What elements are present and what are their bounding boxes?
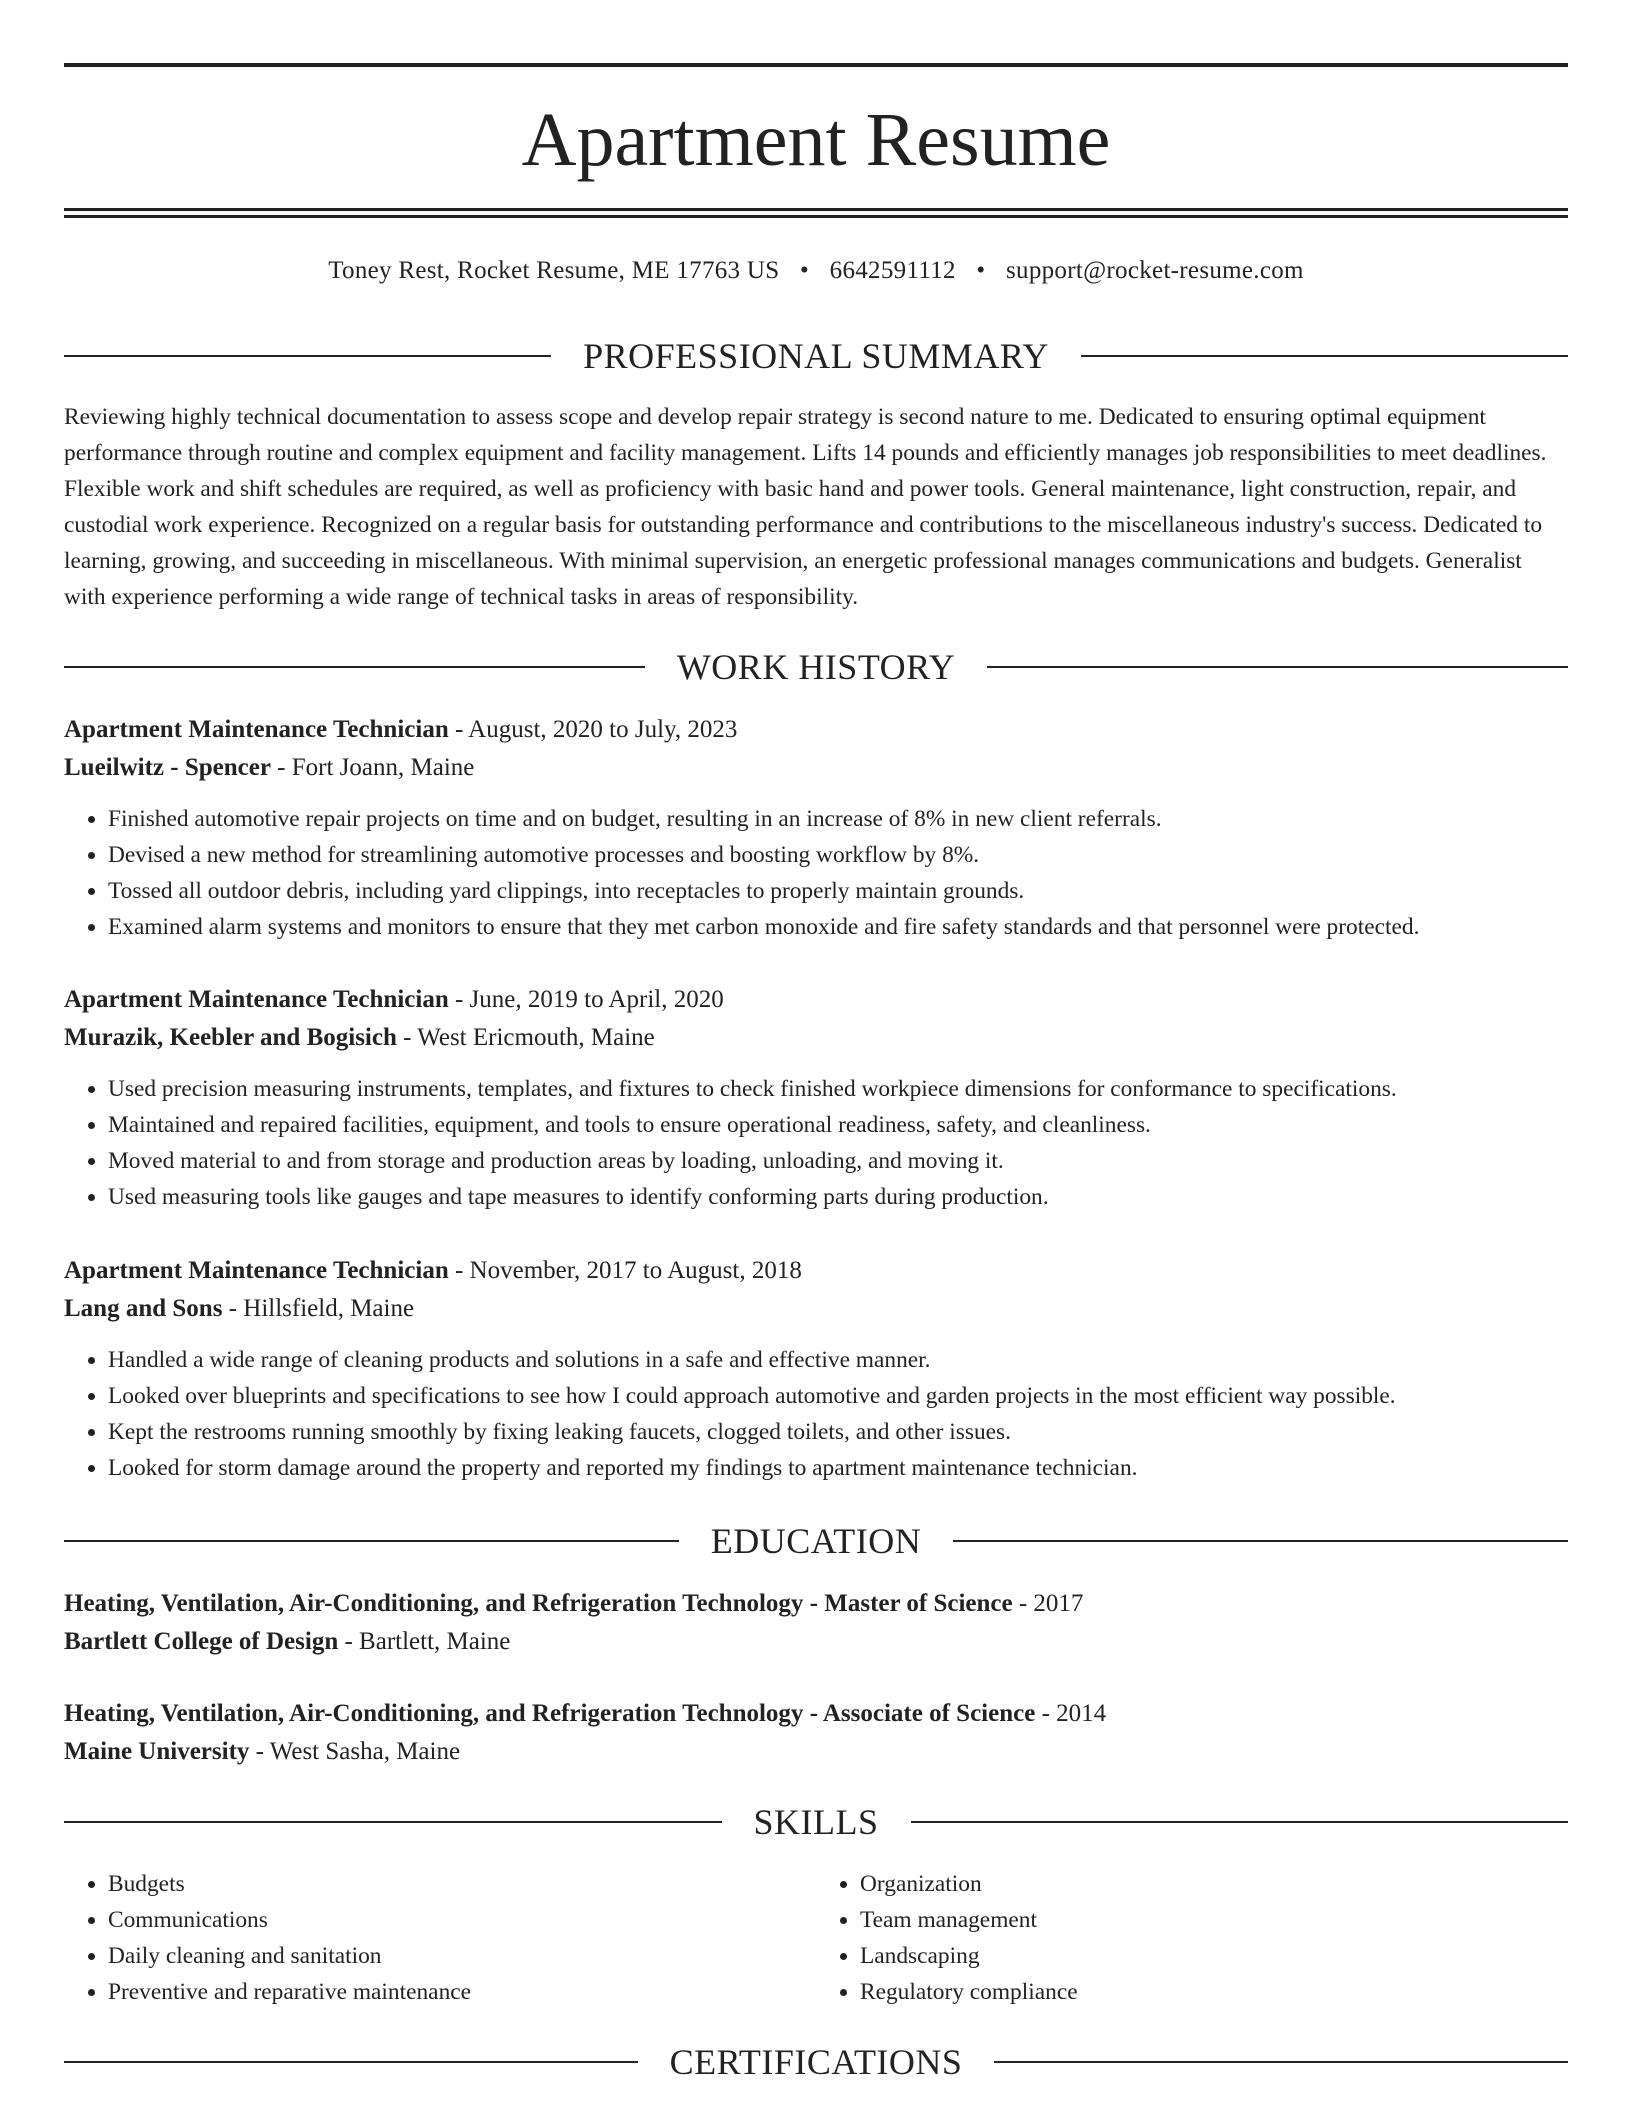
section-title: WORK HISTORY [676,647,956,687]
divider [64,1540,679,1542]
education-entry [64,1585,1568,1661]
list-item: • Examined alarm systems and monitors to ensure that they met carbon monoxide and fire safety standards and that personnel were protected. [108,909,1568,945]
section-heading-education [64,1517,1568,1565]
divider [911,1821,1569,1823]
list-item: • Tossed all outdoor debris, including yard clippings, into receptacles to properly maintain grounds. [108,873,1568,909]
skill-item: • Organization [860,1866,1568,1902]
section-title: EDUCATION [710,1521,922,1561]
skills-list [64,1866,1568,2010]
job-title-line [64,711,1568,749]
title-double-rule [64,208,1568,218]
list-item: • Finished automotive repair projects on time and on budget, resulting in an increase of 8% in new client referrals. [108,801,1568,837]
skill-item: • Preventive and reparative maintenance [108,1974,816,2010]
section-title: SKILLS [753,1802,879,1842]
list-item: • Looked for storm damage around the property and reported my findings to apartment maintenance technician. [108,1450,1568,1486]
skills-column-right [816,1866,1568,2010]
job-entry [64,1252,1568,1486]
contact-address: Toney Rest, Rocket Resume, ME 17763 US [328,257,780,284]
education-degree-line [64,1695,1568,1733]
list-item: • Handled a wide range of cleaning products and solutions in a safe and effective manner. [108,1342,1568,1378]
job-company: Lang and Sons [64,1295,223,1322]
list-item: • Used precision measuring instruments, templates, and fixtures to check finished workpiece dimensions for conformance to specifications. [108,1071,1568,1107]
section-heading-work [64,643,1568,691]
job-dates: - November, 2017 to August, 2018 [448,1257,802,1284]
contact-separator: • [976,257,986,284]
job-title-line [64,981,1568,1019]
skill-item: • Team management [860,1902,1568,1938]
contact-email: support@rocket-resume.com [1006,257,1304,284]
section-heading-summary [64,332,1568,380]
job-dates: - August, 2020 to July, 2023 [448,716,738,743]
job-bullets [64,801,1568,945]
job-title: Apartment Maintenance Technician [64,716,449,743]
contact-line [64,253,1568,289]
job-title-line [64,1252,1568,1290]
education-entry [64,1695,1568,1771]
skill-item: • Landscaping [860,1938,1568,1974]
job-dates: - June, 2019 to April, 2020 [448,986,724,1013]
education-school-line [64,1733,1568,1771]
job-company: Murazik, Keebler and Bogisich [64,1024,397,1051]
education-degree: Heating, Ventilation, Air-Conditioning, and Refrigeration Technology - Master of Science [64,1590,1013,1617]
skill-item: • Daily cleaning and sanitation [108,1938,816,1974]
divider [987,666,1568,668]
section-heading-certifications [64,2038,1568,2086]
job-location: - Fort Joann, Maine [270,754,475,781]
list-item: • Looked over blueprints and specifications to see how I could approach automotive and garden projects in the most efficient way possible. [108,1378,1568,1414]
education-degree-line [64,1585,1568,1623]
job-title: Apartment Maintenance Technician [64,1257,449,1284]
job-bullets [64,1071,1568,1215]
section-title: CERTIFICATIONS [669,2042,963,2082]
section-heading-skills [64,1798,1568,1846]
section-title: PROFESSIONAL SUMMARY [583,336,1049,376]
job-company-line [64,1290,1568,1328]
list-item: • Kept the restrooms running smoothly by fixing leaking faucets, clogged toilets, and other issues. [108,1414,1568,1450]
job-entry [64,981,1568,1215]
education-location: - West Sasha, Maine [249,1738,461,1765]
job-entry [64,711,1568,945]
job-company: Lueilwitz - Spencer [64,754,271,781]
divider [953,1540,1568,1542]
education-school: Bartlett College of Design [64,1628,339,1655]
divider [994,2061,1568,2063]
summary-text: Reviewing highly technical documentation to assess scope and develop repair strategy is second nature to me. Dedicated to ensuring optimal equipment performance through routine and complex equipment and facility management. Lifts 14 pounds and efficiently manages job responsibilities to meet deadlines. Flexible work and shift schedules are required, as well as proficiency with basic hand and power tools. General maintenance, light construction, repair, and custodial work experience. Recognized on a regular basis for outstanding performance and contributions to the miscellaneous industry's success. Dedicated to learning, growing, and succeeding in miscellaneous. With minimal supervision, an energetic professional manages communications and budgets. Generalist with experience performing a wide range of technical tasks in areas of responsibility. [64,404,1547,610]
divider [64,355,551,357]
list-item: • Maintained and repaired facilities, equipment, and tools to ensure operational readiness, safety, and cleanliness. [108,1107,1568,1143]
skill-item: • Regulatory compliance [860,1974,1568,2010]
divider [64,666,645,668]
resume-title: Apartment Resume [521,98,1111,182]
job-title: Apartment Maintenance Technician [64,986,449,1013]
job-company-line [64,749,1568,787]
job-location: - Hillsfield, Maine [222,1295,415,1322]
education-school-line [64,1623,1568,1661]
divider [64,2061,638,2063]
job-location: - West Ericmouth, Maine [396,1024,655,1051]
education-degree: Heating, Ventilation, Air-Conditioning, and Refrigeration Technology - Associate of Science [64,1700,1036,1727]
education-year: - 2014 [1035,1700,1107,1727]
top-rule [64,63,1568,67]
job-bullets [64,1342,1568,1486]
job-company-line [64,1019,1568,1057]
skill-item: • Communications [108,1902,816,1938]
skills-column-left [64,1866,816,2010]
list-item: • Devised a new method for streamlining automotive processes and boosting workflow by 8%. [108,837,1568,873]
divider [1081,355,1568,357]
list-item: • Used measuring tools like gauges and tape measures to identify conforming parts during production. [108,1179,1568,1215]
contact-phone: 6642591112 [829,257,956,284]
skill-item: • Budgets [108,1866,816,1902]
education-school: Maine University [64,1738,250,1765]
education-year: - 2017 [1012,1590,1084,1617]
education-location: - Bartlett, Maine [338,1628,511,1655]
divider [64,1821,722,1823]
list-item: • Moved material to and from storage and production areas by loading, unloading, and moving it. [108,1143,1568,1179]
contact-separator: • [800,257,810,284]
